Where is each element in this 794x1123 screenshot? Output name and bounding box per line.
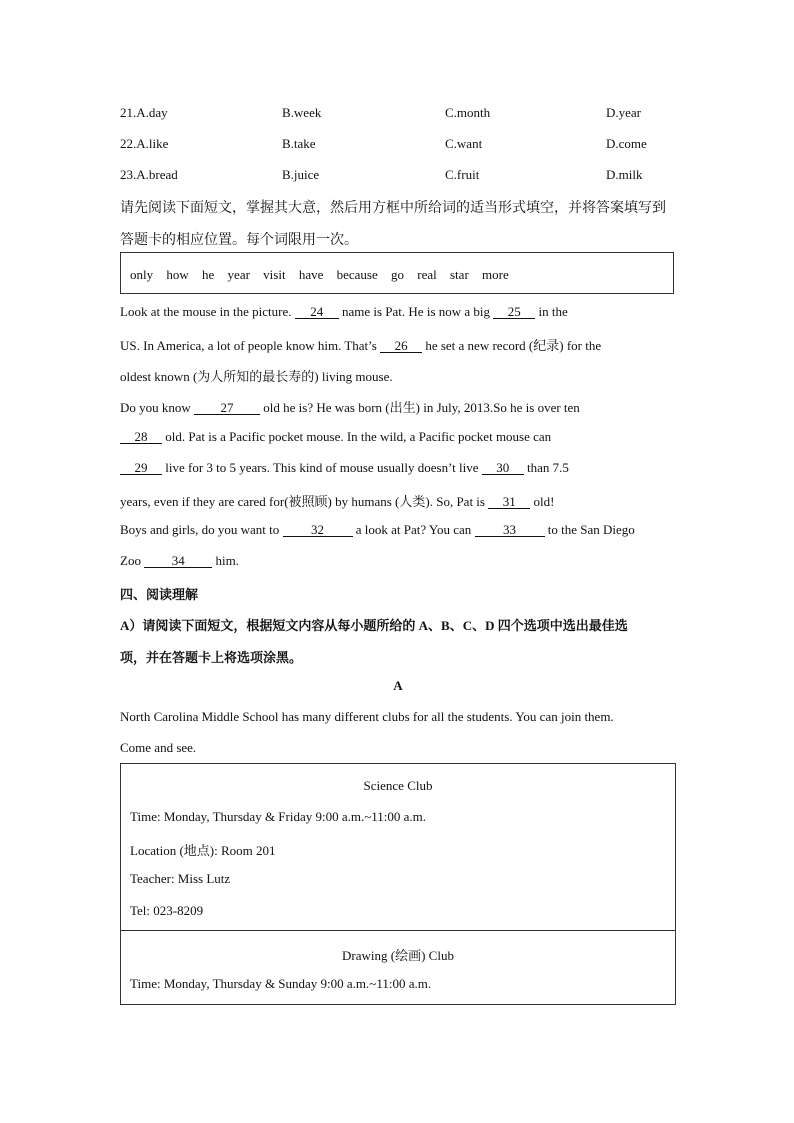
text: him. bbox=[215, 553, 239, 568]
club-title: Drawing (绘画) Club bbox=[342, 948, 454, 963]
club-location: Location (地点): Room 201 bbox=[130, 843, 276, 858]
club-teacher: Teacher: Miss Lutz bbox=[130, 871, 231, 886]
question-22 bbox=[120, 136, 680, 156]
option-d: D.come bbox=[606, 136, 647, 151]
word: year bbox=[227, 267, 250, 282]
word: have bbox=[298, 267, 324, 282]
blank-29[interactable]: 29 bbox=[120, 461, 162, 475]
passage-letter: A bbox=[393, 678, 403, 693]
blank-30[interactable]: 30 bbox=[482, 461, 524, 475]
clubs-table bbox=[120, 763, 676, 1005]
option-c: C.want bbox=[445, 136, 483, 151]
instruction-line-2: 答题卡的相应位置。每个词限用一次。 bbox=[120, 233, 358, 248]
word: only bbox=[130, 267, 154, 282]
text: Boys and girls, do you want to bbox=[120, 522, 280, 537]
text: old. Pat is a Pacific pocket mouse. In the wild, a Pacific pocket mouse can bbox=[165, 429, 552, 444]
word: go bbox=[391, 267, 405, 282]
text: old! bbox=[533, 494, 555, 509]
text: than 7.5 bbox=[527, 460, 569, 475]
section-heading: 四、阅读理解 bbox=[120, 587, 199, 602]
intro-line-1: North Carolina Middle School has many different clubs for all the students. You can join them. bbox=[120, 709, 614, 724]
word: more bbox=[482, 267, 509, 282]
word: real bbox=[417, 267, 437, 282]
option-a bbox=[120, 167, 178, 183]
word: visit bbox=[263, 267, 286, 282]
blank-26[interactable]: 26 bbox=[380, 339, 422, 353]
option-a-text: day bbox=[148, 105, 168, 120]
club-title: Science Club bbox=[363, 778, 433, 793]
option-a-text: bread bbox=[148, 167, 178, 182]
word: how bbox=[166, 267, 189, 282]
question-number: 22.A. bbox=[120, 136, 149, 151]
blank-27[interactable]: 27 bbox=[194, 401, 260, 415]
text: he set a new record (纪录) for the bbox=[425, 338, 602, 353]
question-number: 21.A. bbox=[120, 105, 149, 120]
passage-line-8 bbox=[120, 522, 635, 538]
blank-24[interactable]: 24 bbox=[295, 305, 339, 319]
option-d: D.year bbox=[606, 105, 642, 120]
text: old he is? He was born (出生) in July, 2013.So he is over ten bbox=[263, 400, 580, 415]
option-b: B.juice bbox=[282, 167, 320, 182]
option-c: C.fruit bbox=[445, 167, 480, 182]
text: Look at the mouse in the picture. bbox=[120, 304, 292, 319]
option-c: C.month bbox=[445, 105, 491, 120]
text: a look at Pat? You can bbox=[355, 522, 472, 537]
question-number: 23.A. bbox=[120, 167, 149, 182]
question-21 bbox=[120, 105, 680, 125]
text: to the San Diego bbox=[547, 522, 635, 537]
word: star bbox=[450, 267, 469, 282]
option-b: B.take bbox=[282, 136, 316, 151]
option-a-text: like bbox=[148, 136, 169, 151]
passage-line-5 bbox=[120, 429, 551, 445]
option-a bbox=[120, 105, 168, 121]
option-d: D.milk bbox=[606, 167, 643, 182]
blank-25[interactable]: 25 bbox=[493, 305, 535, 319]
text: Do you know bbox=[120, 400, 191, 415]
passage-line-9 bbox=[120, 553, 239, 569]
blank-31[interactable]: 31 bbox=[488, 495, 530, 509]
text: Zoo bbox=[120, 553, 141, 568]
blank-33[interactable]: 33 bbox=[475, 523, 545, 537]
word: he bbox=[202, 267, 215, 282]
word: because bbox=[336, 267, 378, 282]
section-instruction-2: 项，并在答题卡上将选项涂黑。 bbox=[120, 650, 303, 665]
word-box bbox=[120, 252, 674, 294]
science-club bbox=[121, 764, 675, 930]
passage-line-3: oldest known (为人所知的最长寿的) living mouse. bbox=[120, 369, 393, 384]
passage-line-2 bbox=[120, 335, 601, 354]
blank-32[interactable]: 32 bbox=[283, 523, 353, 537]
passage-line-6 bbox=[120, 460, 569, 476]
word-list bbox=[130, 267, 519, 283]
drawing-club bbox=[121, 930, 675, 1005]
section-instruction-1: A）请阅读下面短文，根据短文内容从每小题所给的 A、B、C、D 四个选项中选出最佳选 bbox=[120, 618, 628, 633]
club-time: Time: Monday, Thursday & Friday 9:00 a.m.~11:00 a.m. bbox=[130, 809, 427, 824]
passage-line-7 bbox=[120, 491, 554, 510]
text: name is Pat. He is now a big bbox=[341, 304, 491, 319]
text: US. In America, a lot of people know him. That’s bbox=[120, 338, 377, 353]
intro-line-2: Come and see. bbox=[120, 740, 197, 755]
passage-line-4 bbox=[120, 397, 580, 416]
passage-line-1 bbox=[120, 304, 568, 320]
blank-34[interactable]: 34 bbox=[144, 554, 212, 568]
question-23 bbox=[120, 167, 680, 187]
option-b: B.week bbox=[282, 105, 322, 120]
blank-28[interactable]: 28 bbox=[120, 430, 162, 444]
club-tel: Tel: 023-8209 bbox=[130, 903, 204, 918]
text: years, even if they are cared for(被照顾) by humans (人类). So, Pat is bbox=[120, 494, 485, 509]
instruction-line-1: 请先阅读下面短文，掌握其大意，然后用方框中所给词的适当形式填空，并将答案填写到 bbox=[120, 201, 666, 216]
option-a bbox=[120, 136, 168, 152]
text: live for 3 to 5 years. This kind of mouse usually doesn’t live bbox=[165, 460, 479, 475]
club-time: Time: Monday, Thursday & Sunday 9:00 a.m.~11:00 a.m. bbox=[130, 976, 432, 991]
text: in the bbox=[538, 304, 568, 319]
